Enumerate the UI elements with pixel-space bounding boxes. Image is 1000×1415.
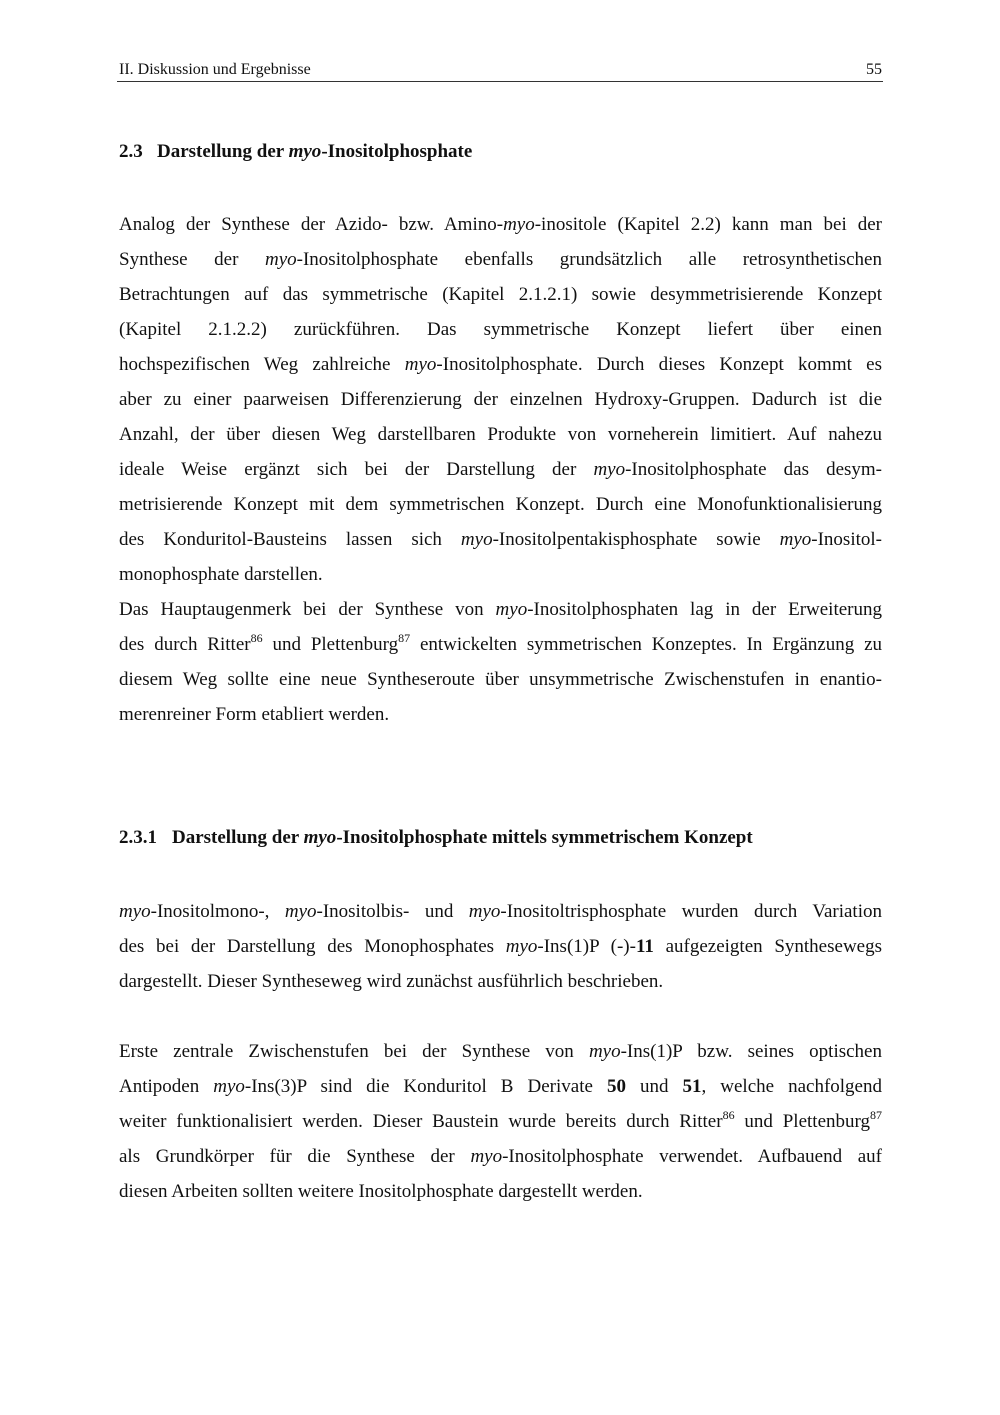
reference-superscript: 86 [722,1108,735,1122]
heading-text: -Inositolphosphate [321,141,473,162]
italic-text: myo [503,214,535,235]
text-line [119,417,882,452]
text-segment: aufgezeigten Synthesewegs [653,936,882,957]
text-segment: -Inositolphosphate ebenfalls grundsätzlich alle retrosynthetischen [296,249,882,270]
text-segment: metrisierende Konzept mit dem symmetrischen Konzept. Durch eine Monofunktionalisierung [119,494,882,515]
section-number: 2.3 [119,141,143,162]
body-text-2-3-1 [119,894,882,1209]
text-line [119,522,882,557]
text-segment: , welche nachfolgend [701,1076,882,1097]
text-segment: -Ins(1)P (-)- [537,936,636,957]
text-segment: -Inositolbis- und [316,901,469,922]
section-heading-2-3-1 [119,826,753,850]
text-line [119,1069,882,1104]
heading-italic: myo [288,141,322,162]
text-line [119,964,882,999]
text-segment: (Kapitel 2.1.2.2) zurückführen. Das symmetrische Konzept liefert über einen [119,319,882,340]
heading-text: Darstellung der [157,141,289,162]
text-line [119,894,882,929]
text-segment: -Ins(1)P bzw. seines optischen [620,1041,882,1062]
text-segment: -Inositolmono-, [150,901,285,922]
text-line [119,662,882,697]
text-segment: merenreiner Form etabliert werden. [119,704,390,725]
text-segment: Antipoden [119,1076,214,1097]
text-segment: ideale Weise ergänzt sich bei der Darstellung der [119,459,594,480]
section-heading-2-3 [119,140,472,164]
italic-text: myo [404,354,437,375]
text-segment: Betrachtungen auf das symmetrische (Kapitel 2.1.2.1) sowie desymmetrisierende Konzept [119,284,882,305]
italic-text: myo [468,901,501,922]
reference-superscript: 87 [398,631,411,645]
text-line [119,487,882,522]
running-header [119,60,882,80]
text-segment: Analog der Synthese der Azido- bzw. Amino- [119,214,504,235]
text-segment: hochspezifischen Weg zahlreiche [119,354,405,375]
text-segment: als Grundkörper für die Synthese der [119,1146,471,1167]
text-line [119,382,882,417]
heading-italic: myo [303,827,337,848]
text-segment: -Inositoltrisphosphate wurden durch Variation [500,901,882,922]
italic-text: myo [588,1041,621,1062]
text-segment: monophosphate darstellen. [119,564,323,585]
text-segment: -Inositolphosphate verwendet. Aufbauend auf [502,1146,882,1167]
compound-number: 11 [635,936,654,957]
text-segment: -inositole (Kapitel 2.2) kann man bei der [534,214,882,235]
text-segment: und [625,1076,683,1097]
page-number: 55 [866,61,882,78]
text-segment: -Inositolphosphate das desym- [625,459,883,480]
text-segment: -Ins(3)P sind die Konduritol B Derivate [244,1076,607,1097]
text-line [119,1139,882,1174]
text-segment: -Inositolphosphate. Durch dieses Konzept kommt es [436,354,882,375]
chapter-title: II. Diskussion und Ergebnisse [119,61,311,78]
text-segment: diesen Arbeiten sollten weitere Inositolphosphate dargestellt werden. [119,1181,643,1202]
text-line [119,592,882,627]
text-line [119,312,882,347]
text-line [119,452,882,487]
text-segment: weiter funktionalisiert werden. Dieser Baustein wurde bereits durch Ritter [119,1111,723,1132]
heading-text: -Inositolphosphate mittels symmetrischem Konzept [336,827,753,848]
text-segment: des durch Ritter [119,634,251,655]
text-segment: diesem Weg sollte eine neue Syntheseroute über unsymmetrische Zwischenstufen in enantio- [119,669,882,690]
reference-superscript: 87 [870,1108,882,1122]
text-line [119,277,882,312]
compound-number: 51 [682,1076,702,1097]
text-segment: entwickelten symmetrischen Konzeptes. In Ergänzung zu [410,634,883,655]
text-segment: und Plettenburg [734,1111,870,1132]
text-line [119,557,882,592]
text-line [119,207,882,242]
paragraph-gap [119,999,882,1034]
text-segment: -Inositol- [811,529,882,550]
reference-superscript: 86 [250,631,263,645]
italic-text: myo [470,1146,503,1167]
italic-text: myo [119,901,151,922]
body-text-2-3 [119,207,882,732]
text-segment: aber zu einer paarweisen Differenzierung der einzelnen Hydroxy-Gruppen. Dadurch ist die [119,389,882,410]
text-segment: Anzahl, der über diesen Weg darstellbaren Produkte von vorneherein limitiert. Auf nahezu [119,424,882,445]
heading-text: Darstellung der [172,827,304,848]
text-line [119,1104,882,1139]
italic-text: myo [460,529,493,550]
italic-text: myo [284,901,317,922]
italic-text: myo [505,936,538,957]
text-segment: des bei der Darstellung des Monophosphates [119,936,506,957]
italic-text: myo [265,249,297,270]
italic-text: myo [495,599,528,620]
italic-text: myo [779,529,812,550]
text-segment: Synthese der [119,249,265,270]
text-line [119,697,882,732]
text-line [119,929,882,964]
text-segment: des Konduritol-Bausteins lassen sich [119,529,461,550]
text-segment: -Inositolphosphaten lag in der Erweiterung [527,599,882,620]
text-segment: Erste zentrale Zwischenstufen bei der Synthese von [119,1041,589,1062]
text-line [119,242,882,277]
text-segment: und Plettenburg [262,634,399,655]
text-line [119,1034,882,1069]
header-rule [117,81,883,82]
italic-text: myo [593,459,626,480]
text-line [119,1174,882,1209]
text-line [119,627,882,662]
text-line [119,347,882,382]
text-segment: dargestellt. Dieser Syntheseweg wird zunächst ausführlich beschrieben. [119,971,664,992]
compound-number: 50 [606,1076,626,1097]
text-segment: -Inositolpentakisphosphate sowie [492,529,780,550]
text-segment: Das Hauptaugenmerk bei der Synthese von [119,599,496,620]
italic-text: myo [213,1076,245,1097]
section-number: 2.3.1 [119,827,157,848]
